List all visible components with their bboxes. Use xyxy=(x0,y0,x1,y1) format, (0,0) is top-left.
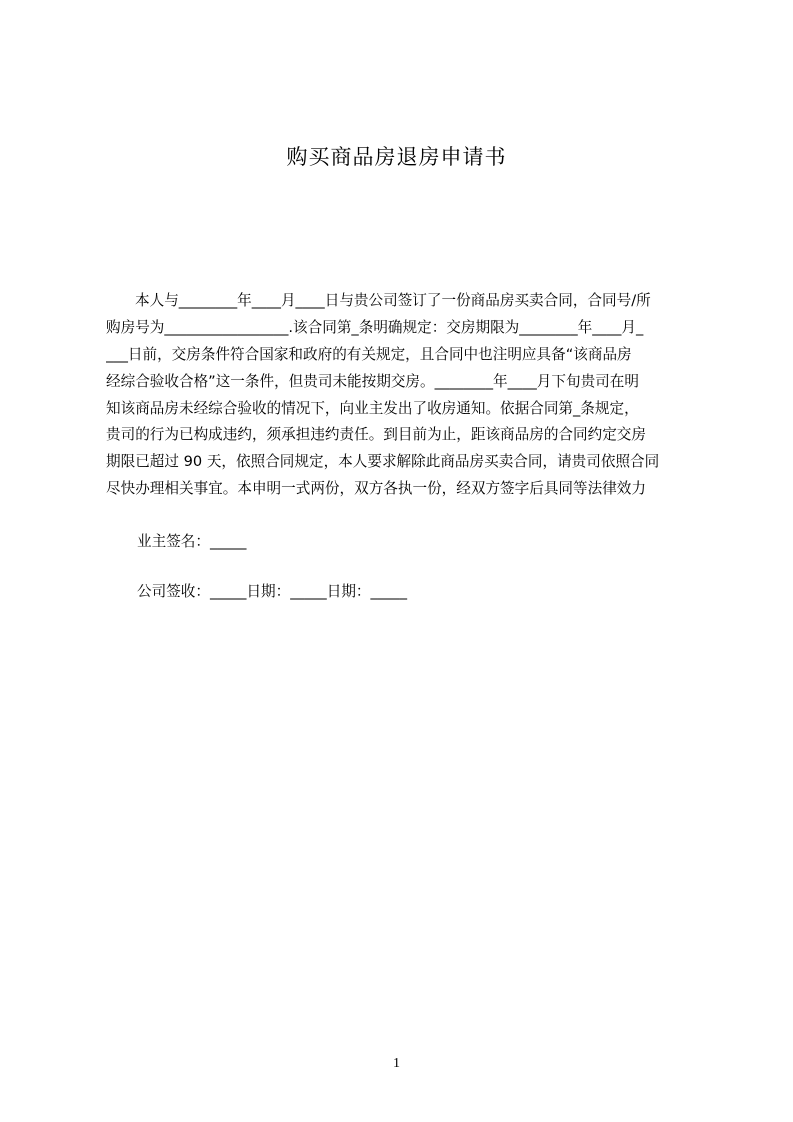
page-number: 1 xyxy=(393,1056,400,1071)
paragraph-line-1: 本人与________年____月____日与贵公司签订了一份商品房买卖合同，合同号/所 xyxy=(135,292,651,309)
company-receipt-line: 公司签收：_____日期：_____日期：_____ xyxy=(137,583,407,600)
paragraph-line-2: 购房号为_________________.该合同第_条明确规定：交房期限为________年____月_ xyxy=(106,318,644,336)
paragraph-line-7: 期限已超过 90 天，依照合同规定，本人要求解除此商品房买卖合同，请贵司依照合同 xyxy=(106,453,660,471)
paragraph-line-6: 贵司的行为已构成违约，须承担违约责任。到目前为止，距该商品房的合同约定交房 xyxy=(106,426,646,444)
owner-signature-line: 业主签名：_____ xyxy=(137,533,247,550)
paragraph-line-4: 经综合验收合格”这一条件，但贵司未能按期交房。________年____月下旬贵司在明 xyxy=(106,372,639,390)
document-title: 购买商品房退房申请书 xyxy=(286,145,507,169)
request-body-paragraph xyxy=(106,288,710,503)
paragraph-line-8: 尽快办理相关事宜。本申明一式两份，双方各执一份，经双方签字后具同等法律效力 xyxy=(106,480,646,498)
paragraph-line-3: ___日前，交房条件符合国家和政府的有关规定，且合同中也注明应具备“该商品房 xyxy=(106,345,632,363)
paragraph-line-5: 知该商品房未经综合验收的情况下，向业主发出了收房通知。依据合同第_条规定， xyxy=(106,399,639,417)
